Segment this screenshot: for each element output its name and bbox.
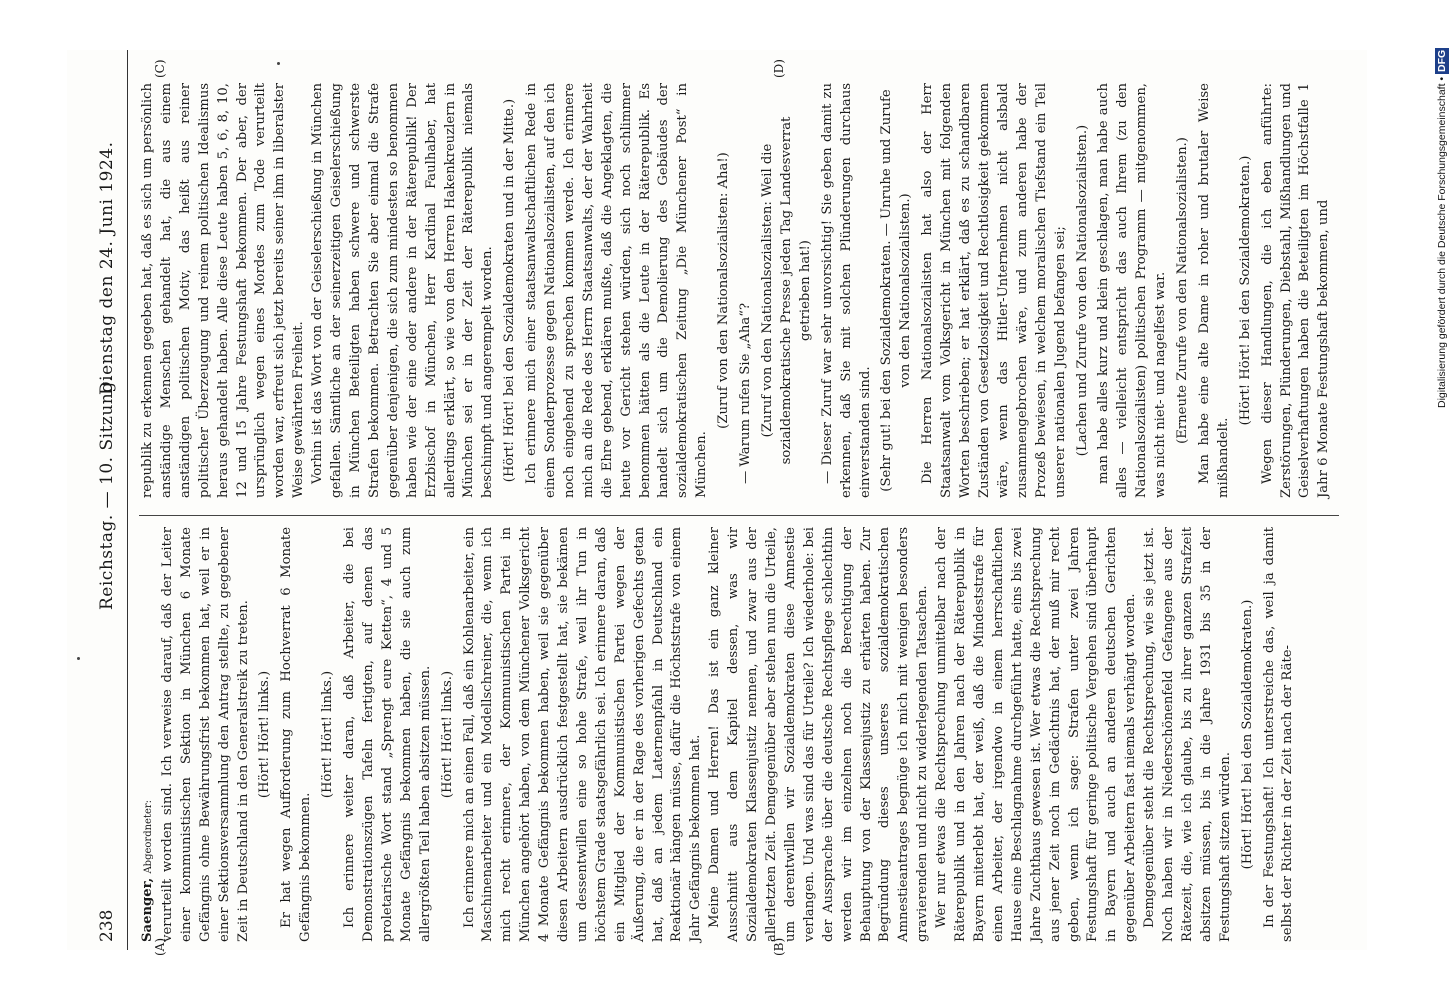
- page-header: [97, 50, 125, 950]
- column-rule: [139, 515, 1339, 516]
- paragraph: Ich erinnere weiter daran, daß Arbeiter, die bei Demonstrationszügen Tafeln fertigten, auf denen das proletarische Wort stand „Sprengt eure Ketten“, 4 und 5 Monate Gefängnis bekommen haben, die sie auch zum allergrößten Teil haben absitzen müssen.: [342, 527, 433, 942]
- speaker-role: Abgeordneter:: [143, 799, 154, 874]
- paragraph: Meine Damen und Herren! Das ist ein ganz kleiner Ausschnitt aus dem Kapitel dessen, was wir Sozialdemokraten Klassenjustiz nennen, und zwar aus der allerletzten Zeit. Demgegenüber aber stehen nun die Urteile, um derentwillen wir Sozialdemokraten diese Amnestie verlangen. Und was sind das für Urteile? Ich wiederhole: bei der Aussprache über die deutsche Rechtspflege schlechthin werden wir im einzelnen noch die Berechtigung der Behauptung von der Klassenjustiz zu erhärten haben. Zur Begründung dieses unseres sozialdemokratischen Amnestieantrages begnüge ich mich mit wenigen besonders gravierenden und nicht zu widerlegenden Tatsachen.: [707, 527, 931, 942]
- paragraph: Demgegenüber steht die Rechtsprechung, wie sie jetzt ist. Noch haben wir in Niederschönenfeld Gefangene aus der Rätezeit, die, wie ich glaube, bis zu ihrer ganzen Strafzeit absitzen müssen, bis in die Jahre 1931 bis 35 in der Festungshaft sitzen würden.: [1142, 527, 1233, 942]
- dfg-logo: DFG: [1436, 49, 1448, 72]
- scanned-page: [67, 50, 1367, 956]
- credit-text: Digitalisierung gefördert durch die Deutsche Forschungsgemeinschaft •: [1436, 76, 1448, 408]
- digitization-credit: [1412, 8, 1448, 408]
- paragraph: man habe alles kurz und klein geschlagen, man habe auch alles — vielleicht entspricht das auch Ihrem (zu den Nationalsozialisten) politischen Programm — mitgenommen, was nicht niet- und nagelfest war.: [1096, 83, 1169, 498]
- header-rule: [127, 50, 128, 950]
- interjection: (Hört! Hört! bei den Sozialdemokraten und in der Mitte.): [502, 98, 518, 483]
- session-title: Reichstag. — 10. Sitzung.: [97, 375, 117, 610]
- paragraph: verurteilt worden sind. Ich verweise darauf, daß der Leiter einer kommunistischen Sektion in München 6 Monate Gefängnis ohne Bewährungsfrist bekommen hat, weil er in einer Sektionsversammlung den Antrag stellte, zu gegebener Zeit in Deutschland in den Generalstreik zu treten.: [159, 527, 251, 942]
- paragraph: Ich erinnere mich an einen Fall, daß ein Kohlenarbeiter, ein Maschinenarbeiter und ein Modellschreiner, die, wenn ich mich recht erinnere, der Kommunistischen Partei in München angehört haben, von dem Münchener Volksgericht 4 Monate Gefängnis bekommen haben, weil sie gegenüber diesen Arbeitern ausdrücklich festgestellt hat, sie bekämen um dessentwillen eine so hohe Strafe, weil ihr Tun in höchstem Grade staatsgefährlich sei. Ich erinnere daran, daß ein Mitglied der Kommunistischen Partei wegen der Äußerung, die er in der Rage des vorherigen Gefechts getan hat, daß an jedem Laternenpfahl in Deutschland ein Reaktionär hängen müsse, dafür die Höchststrafe von einem Jahr Gefängnis bekommen hat.: [461, 527, 704, 942]
- interjection: (Hört! Hört! links.): [439, 670, 455, 799]
- session-date: Dienstag den 24. Juni 1924.: [97, 141, 117, 395]
- paragraph: Vorhin ist das Wort von der Geiselerschießung in München gefallen. Sämtliche an der seinerzeitigen Geiselerschießung in München Beteiligten haben schwere und schwerste Strafen bekommen. Betrachten Sie aber einmal die Strafe gegenüber denjenigen, die sich zum mindesten so benommen haben wie der eine oder andere in der Räterepublik! Der Erzbischof in München, Herr Kardinal Faulhaber, hat allerdings erklärt, so wie von den Herren Hakenkreuzlern in München sei er in der Zeit der Räterepublik niemals beschimpft und angerempelt worden.: [310, 83, 496, 498]
- speaker-line: [139, 527, 159, 942]
- ink-speck: [77, 657, 80, 660]
- margin-mark-c: (C): [153, 59, 167, 78]
- margin-mark-a: (A): [153, 937, 167, 956]
- page-number: 238: [97, 909, 117, 942]
- interjection: (Hört! Hört! bei den Sozialdemokraten.): [1237, 155, 1253, 426]
- left-column: [139, 527, 1339, 942]
- interjection: (Zuruf von den Nationalsozialisten: Weil die sozialdemokratische Presse jeden Tag Landesverrat getrieben hat!): [760, 116, 813, 465]
- paragraph: Er hat wegen Aufforderung zum Hochverrat 6 Monate Gefängnis bekommen.: [279, 527, 314, 942]
- paragraph: — Warum rufen Sie „Aha“?: [738, 302, 754, 484]
- interjection: (Hört! Hört! bei den Sozialdemokraten.): [1239, 599, 1255, 870]
- right-column: [139, 83, 1339, 498]
- paragraph: Ich erinnere mich einer staatsanwaltschaftlichen Rede in einem Sonderprozesse gegen Nationalsozialisten, auf den ich noch eingehend zu sprechen kommen werde. Ich erinnere mich an die Rede des Herrn Staatsanwalts, der der Wahrheit die Ehre gebend, erklären mußte, daß die Angeklagten, die heute vor Gericht stehen würden, sich noch schlimmer benommen hätten als die Leute in der Räterepublik. Es handelt sich um die Demolierung des Gebäudes der sozialdemokratischen Zeitung „Die Münchener Post“ in München.: [524, 83, 710, 498]
- interjection: (Zuruf von den Nationalsozialisten: Aha!): [716, 152, 732, 429]
- paragraph: Wegen dieser Handlungen, die ich eben anführte: Zerstörungen, Plünderungen, Diebstahl, Mißhandlungen und Geiselverhaftungen haben die Beteiligten im Höchstfalle 1 Jahr 6 Monate Festungshaft bekommen, und: [1259, 83, 1332, 498]
- interjection: (Hört! Hört! links.): [320, 670, 336, 799]
- interjection: (Lachen und Zurufe von den Nationalsozialisten.): [1074, 124, 1090, 457]
- paragraph: Wer nur etwas die Rechtsprechung unmittelbar nach der Räterepublik und in den Jahren nach der Räterepublik in Bayern miterlebt hat, der weiß, daß die Mindeststrafe für einen Arbeiter, der irgendwo in einem herrschaftlichen Hause eine Beschlagnahme durchgeführt hatte, eins bis zwei Jahre Zuchthaus gewesen ist. Wer etwas die Rechtsprechung aus jener Zeit noch im Gedächtnis hat, der muß mir recht geben, wenn ich sage: Strafen unter zwei Jahren Festungshaft für geringe politische Vergehen sind überhaupt in Bayern und auch an anderen deutschen Gerichten gegenüber Arbeitern fast niemals verhängt worden.: [934, 527, 1139, 942]
- ink-speck: [277, 62, 280, 65]
- paragraph: In der Festungshaft! Ich unterstreiche das, weil ja damit selbst der Richter in der Zeit nach der Räte-: [1261, 527, 1296, 942]
- paragraph: — Dieser Zuruf war sehr unvorsichtig! Sie geben damit zu erkennen, daß Sie mit solchen Plünderungen durchaus einverstanden sind.: [819, 83, 873, 498]
- paragraph: Die Herren Nationalsozialisten hat also der Herr Staatsanwalt vom Volksgericht in München mit folgenden Worten beschrieben; er hat erklärt, daß es zu schandbaren Zuständen von Gesetzlosigkeit und Rechtlosigkeit gekommen wäre, wenn das Hitler-Unternehmen nicht alsbald zusammengebrochen wäre, und zum anderen habe der Prozeß bewiesen, in welchem moralischen Tiefstand ein Teil unserer nationalen Jugend befangen sei;: [920, 83, 1068, 498]
- paragraph: Man habe eine alte Dame in roher und brutaler Weise mißhandelt.: [1196, 83, 1231, 498]
- interjection: (Hört! Hört! links.): [257, 670, 273, 799]
- interjection: (Erneute Zurufe von den Nationalsozialisten.): [1175, 137, 1191, 444]
- margin-mark-d: (D): [772, 59, 786, 78]
- interjection: (Sehr gut! bei den Sozialdemokraten. — Unruhe und Zurufe von den Nationalsozialisten.): [879, 89, 914, 492]
- paragraph: republik zu erkennen gegeben hat, daß es sich um persönlich anständige Menschen gehandelt hat, die aus einem anständigen politischen Motiv, das heißt aus reiner politischer Überzeugung und reinem politischen Idealismus heraus gehandelt haben. Alle diese Leute haben 5, 6, 8, 10, 12 und 15 Jahre Festungshaft bekommen. Der aber, der ursprünglich wegen eines Mordes zum Tode verurteilt worden war, erfreut sich jetzt bereits seiner ihm in liberalster Weise gewährten Freiheit.: [140, 83, 307, 498]
- speaker-name: Saenger,: [140, 877, 155, 942]
- margin-mark-b: (B): [772, 937, 786, 956]
